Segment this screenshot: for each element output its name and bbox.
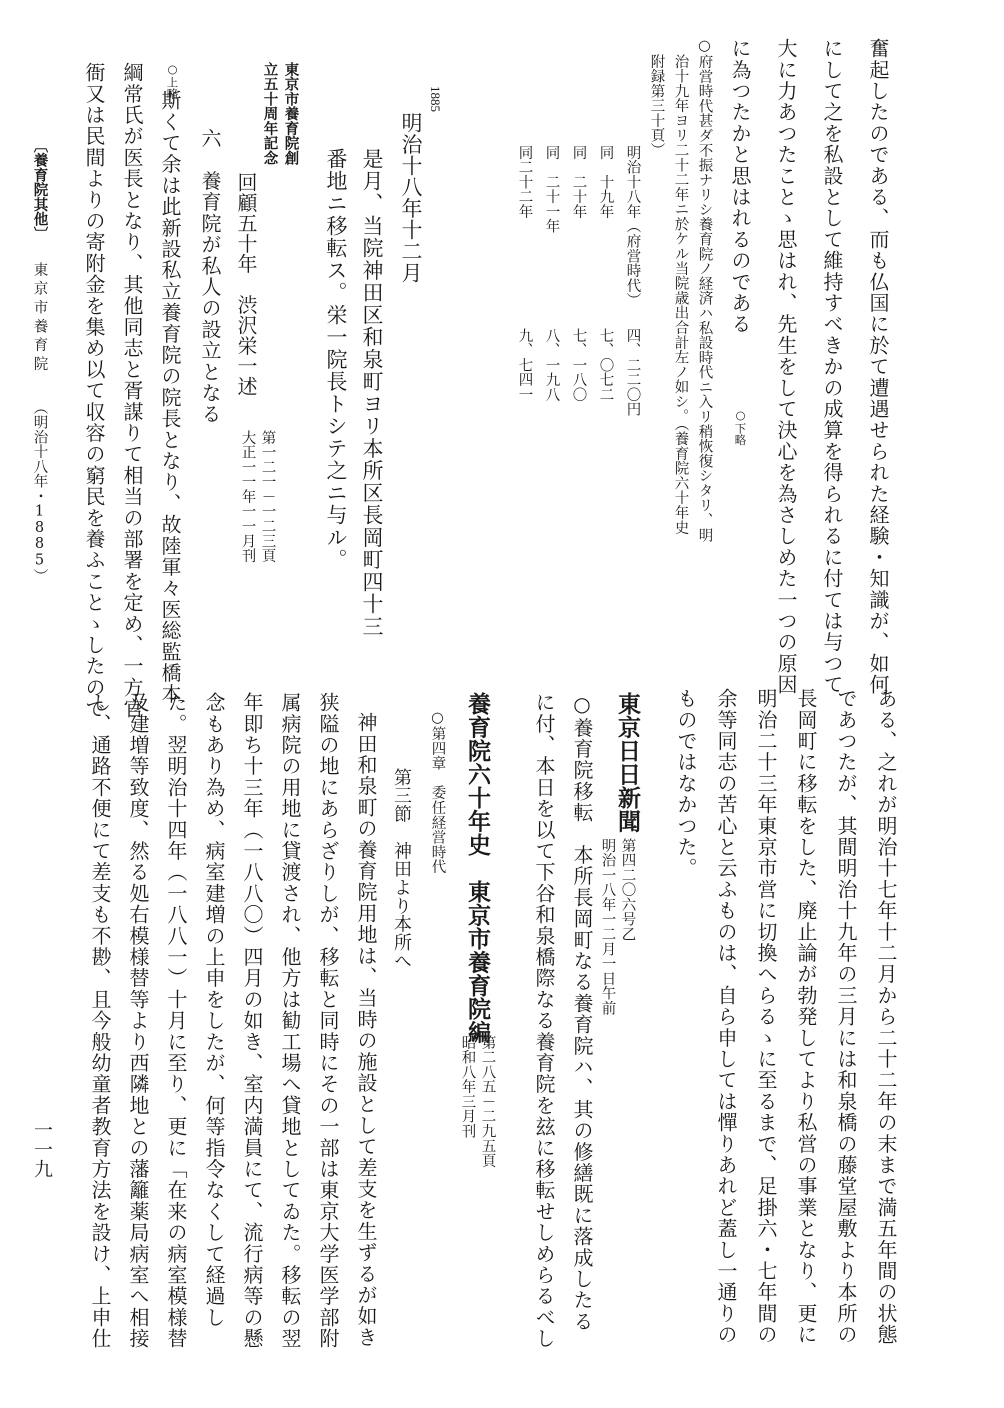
source-title: 養育院六十年史 東京市養育院編 — [464, 692, 491, 1044]
appendix-note-line: ○府営時代甚ダ不振ナリシ養育院ノ経済ハ私設時代ニ入リ稍恢復シタリ、明 — [696, 38, 713, 543]
table-amount: 九、七四一 — [516, 328, 533, 402]
source-title-small: 立五十周年記念 — [261, 62, 279, 166]
newspaper-title: 東京日日新聞 — [614, 692, 641, 833]
institution-label: 東京市養育院 — [31, 262, 48, 376]
text-line: 及建増等致度、然る処右模様替等より西隣地との藩籬薬局病室へ相接 — [126, 692, 150, 1350]
text-line: 衙又は民間よりの寄附金を集め以て収容の窮民を養ふことゝしたので — [82, 62, 106, 720]
text-line: にして之を私設として維持すべきかの成算を得られるに付ては与つて — [820, 38, 844, 696]
source-title: 回顧五十年 渋沢栄一述 — [234, 172, 258, 397]
source-pages: 第一二一－一二三頁 — [259, 430, 276, 564]
western-year: 1885 — [428, 86, 443, 112]
section-heading: 六 養育院が私人の設立となる — [198, 128, 222, 425]
newspaper-issue: 第四二〇六号乙 — [619, 838, 636, 942]
appendix-note-line: 附録第三十頁） — [648, 54, 665, 158]
table-amount: 八、一九八 — [543, 328, 560, 402]
text-line: 綱常氏が医長となり、其他同志と胥謀りて相当の部署を定め、一方官 — [120, 62, 144, 720]
category-label: 〔養育院其他〕 — [31, 138, 49, 242]
table-amount: 七、〇七二 — [597, 328, 614, 402]
text-line: であつたが、其間明治十九年の三月には和泉橋の藤堂屋敷より本所の — [834, 688, 858, 1346]
newspaper-line: ○養育院移転 本所長岡町なる養育院ハ、其の修繕既に落成したる — [570, 692, 594, 1332]
table-amount: 七、一八〇 — [570, 328, 587, 402]
table-year: 明治十八年（府営時代） — [624, 145, 641, 308]
entry-text-line: 番地ニ移転ス。栄一院長トシテ之ニ与ル。 — [324, 148, 348, 571]
table-year: 同 二十一年 — [543, 145, 560, 234]
text-line: 神田和泉町の養育院用地は、当時の施設として差支を生ずるが如き — [354, 712, 378, 1348]
text-line: に為つたかと思はれるのである — [728, 38, 752, 335]
text-line: ある、之れが明治十七年十二月から二十二年の末まで満五年間の状態 — [874, 688, 898, 1346]
text-line: 斯くて余は此新設私立養育院の院長となり、故陸軍々医総監橋本 — [158, 90, 182, 705]
table-year: 同二十二年 — [516, 145, 533, 219]
text-line: し、通路不便にて差支も不尠、且今般幼童者教育方法を設け、上申仕 — [88, 692, 112, 1350]
omission-note: ○下略 — [733, 408, 748, 446]
text-line: 年即ち十三年（一八八〇）四月の如き、室内満員にて、流行病等の懸 — [240, 692, 264, 1350]
source-pages: 大正一一年一一月刊 — [239, 430, 256, 564]
newspaper-issue: 明治一八年一二月一日午前 — [599, 838, 616, 1016]
text-line: 狭隘の地にあらざりしが、移転と同時にその一部は東京大学医学部附 — [316, 692, 340, 1350]
source-title-small: 東京市養育院創 — [282, 62, 300, 166]
source-pages: 第二八五－二九五頁 — [479, 1035, 496, 1169]
table-year: 同 十九年 — [597, 145, 614, 219]
omission-note: ○上略 — [165, 62, 180, 100]
text-line: 属病院の用地に貸渡され、他方は勧工場へ貸地としてゐた。移転の翌 — [278, 692, 302, 1350]
chapter-heading: ○第四章 委任経営時代 — [429, 710, 446, 875]
text-line: 大に力あつたことゝ思はれ、先生をして決心を為さしめた一つの原因 — [774, 38, 798, 696]
section-heading: 第三節 神田より本所へ — [391, 768, 412, 970]
text-line: 長岡町に移転をした、廃止論が勃発してより私営の事業となり、更に — [794, 688, 818, 1346]
entry-heading: 明治十八年十二月 — [399, 112, 423, 284]
text-line: 奮起したのである、而も仏国に於て遭遇せられた経験・知識が、如何 — [866, 38, 890, 696]
text-line: 念もあり為め、病室建増の上申をしたが、何等指令なくして経過し — [202, 692, 226, 1328]
entry-text-line: 是月、当院神田区和泉町ヨリ本所区長岡町四十三 — [360, 148, 384, 638]
newspaper-line: に付、本日を以て下谷和泉橋際なる養育院を玆に移転せしめらるべし — [532, 692, 556, 1350]
appendix-note-line: 治十九年ヨリ二十二年ニ於ケル当院歳出合計左ノ如シ。（養育院六十年史 — [672, 54, 689, 535]
source-pages: 昭和八年三月刊 — [459, 1035, 476, 1139]
table-amount: 四、二二〇円 — [624, 328, 641, 417]
page-number: 一一九 — [31, 1120, 53, 1179]
text-line: た。翌明治十四年（一八八一）十月に至り、更に「在来の病室模様替 — [164, 692, 188, 1350]
era-label: （明治十八年・1885） — [31, 400, 48, 584]
text-line: 余等同志の苦心と云ふものは、自ら申しては憚りあれど蓋し一通りの — [714, 688, 738, 1346]
text-line: ものではなかつた。 — [674, 688, 698, 879]
table-year: 同 二十年 — [570, 145, 587, 219]
text-line: 明治二十三年東京市営に切換へらるゝに至るまで、足掛六・七年間の — [754, 688, 778, 1346]
